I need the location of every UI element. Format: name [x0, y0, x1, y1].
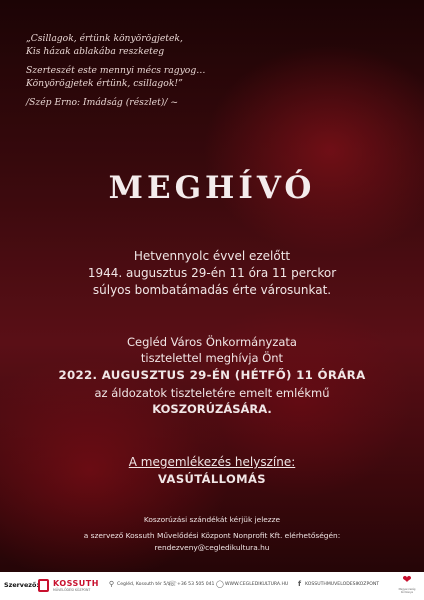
poem-line: „Csillagok, értünk könyörögjetek,	[26, 33, 183, 44]
note-line: a szervező Kossuth Művelődési Központ Nonprofit Kft. elérhetőségén:	[83, 531, 341, 540]
kossuth-logo-mark-icon	[38, 579, 49, 592]
venue-name: VASÚTÁLLOMÁS	[158, 472, 266, 486]
poem-line: Szerteszét este mennyi mécs ragyog…	[26, 65, 206, 76]
organizer-line: tisztelettel meghívja Önt	[140, 351, 284, 365]
poem-line: Könyörögjetek értünk, csillagok!”	[26, 78, 183, 89]
note-line: Koszorúzási szándékát kérjük jelezze	[143, 515, 281, 524]
footer-phone	[168, 581, 214, 588]
intro-line: súlyos bombatámadás érte városunkat.	[92, 283, 332, 297]
organizer-text	[0, 334, 424, 366]
footer-phone-text: +36 53 505 041	[177, 582, 215, 587]
footer-organizer-label: Szervező:	[4, 581, 39, 589]
poem-source: /Szép Erno: Imádság (részlet)/ ~	[26, 97, 179, 108]
kossuth-logo-sub: MŰVELŐDÉSI KÖZPONT	[53, 588, 91, 592]
footer-address-text: Cegléd, Kossuth tér 5/a	[117, 582, 171, 587]
government-logo	[396, 574, 418, 598]
footer-address	[108, 581, 171, 588]
organizer-line: Cegléd Város Önkormányzata	[127, 335, 297, 349]
footer-facebook[interactable]	[296, 581, 379, 588]
footer-facebook-text[interactable]: KOSSUTHMUVELODESIKOZPONT	[305, 582, 380, 587]
memorial-text: az áldozatok tiszteletére emelt emlékmű	[94, 386, 330, 400]
page-title: MEGHÍVÓ	[108, 170, 316, 206]
footer-website-text[interactable]: WWW.CEGLEDIKULTURA.HU	[225, 582, 289, 587]
government-logo-text: Magyarország Kormánya	[398, 588, 416, 594]
venue-label: A megemlékezés helyszíne:	[128, 455, 296, 469]
contact-email[interactable]: rendezveny@cegledikultura.hu	[154, 543, 270, 552]
kossuth-logo	[38, 578, 98, 594]
poem-line: Kis házak ablakába reszketeg	[26, 46, 165, 57]
wreath-text: KOSZORÚZÁSÁRA.	[152, 402, 272, 416]
footer-website[interactable]	[216, 581, 288, 588]
phone-icon: ☏	[168, 580, 177, 588]
intro-line: Hetvennyolc évvel ezelőtt	[133, 249, 291, 263]
location-pin-icon: ⚲	[108, 580, 115, 588]
globe-icon: ◯	[216, 580, 224, 588]
intro-text	[0, 248, 424, 299]
intro-line: 1944. augusztus 29-én 11 óra 11 perckor	[87, 266, 337, 280]
kossuth-logo-name: KOSSUTH	[53, 579, 99, 588]
poem-quote	[26, 32, 205, 109]
heart-logo-icon: ❤	[402, 573, 412, 586]
footer-bar	[0, 572, 424, 600]
facebook-icon: f	[297, 580, 302, 588]
event-date: 2022. AUGUSZTUS 29-ÉN (HÉTFŐ) 11 ÓRÁRA	[58, 368, 366, 382]
poem-stanza-2	[26, 64, 205, 90]
poem-stanza-1	[26, 32, 205, 58]
